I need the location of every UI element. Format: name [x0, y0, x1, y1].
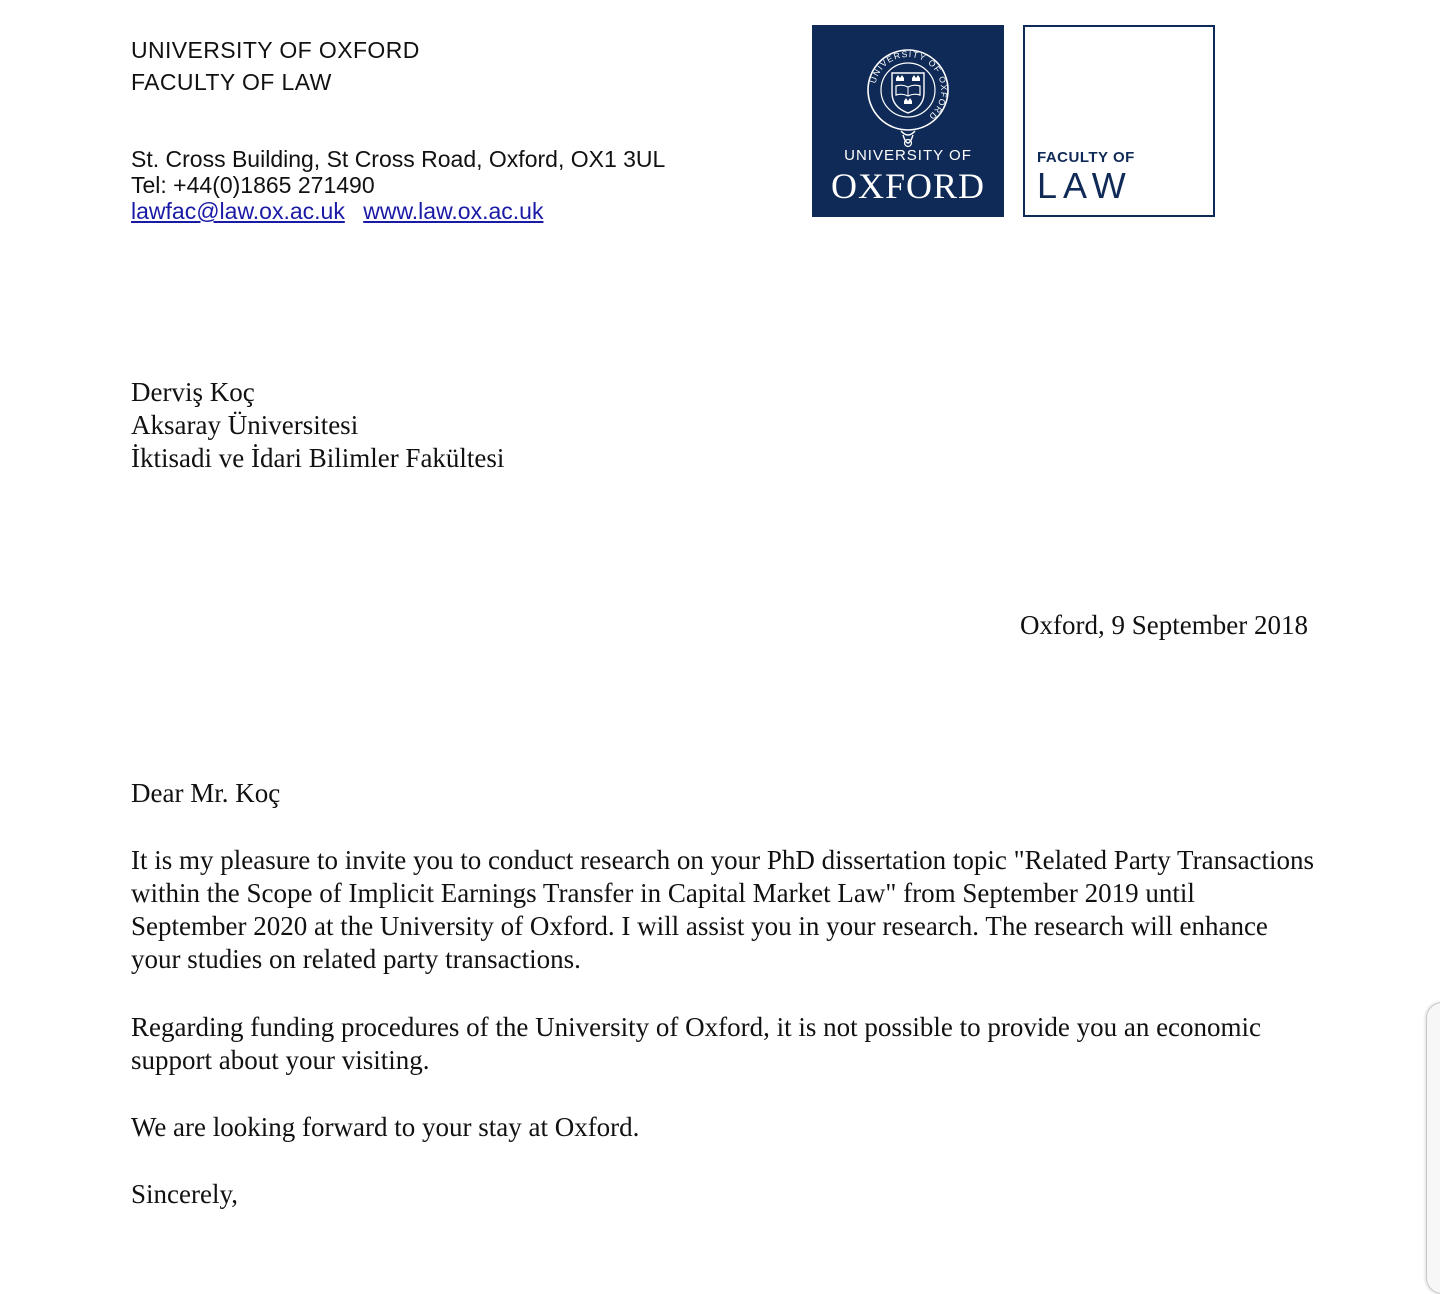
logo-oxford: OXFORD [830, 166, 986, 206]
email-link[interactable]: lawfac@law.ox.ac.uk [131, 198, 345, 224]
scroll-handle[interactable] [1426, 1002, 1440, 1294]
body-paragraph-1: It is my pleasure to invite you to conduct research on your PhD dissertation topic "Related Party Transactions within the Scope of Implicit Earnings Transfer in Capital Market Law" from September 2019 until September 2020 at the University of Oxford. I will assist you in your research. The research will enhance your studies on related party transactions. [131, 845, 1315, 974]
recipient-name: Derviş Koç [131, 377, 255, 407]
letterhead-university: UNIVERSITY OF OXFORD [131, 37, 420, 63]
salutation: Dear Mr. Koç [131, 778, 281, 808]
body-paragraph-3: We are looking forward to your stay at Oxford. [131, 1112, 640, 1142]
letterhead-links [131, 198, 665, 224]
logo-law: LAW [1037, 165, 1132, 206]
recipient-faculty: İktisadi ve İdari Bilimler Fakültesi [131, 443, 505, 473]
letterhead-contact [131, 146, 665, 224]
oxford-university-logo [812, 25, 1004, 217]
letterhead-address: St. Cross Building, St Cross Road, Oxford, OX1 3UL [131, 146, 666, 172]
closing: Sincerely, [131, 1179, 238, 1209]
recipient-block [131, 376, 504, 475]
svg-text:UNIVERSITY OF OXFORD: UNIVERSITY OF OXFORD [867, 48, 950, 123]
logo-faculty-of: FACULTY OF [1037, 149, 1135, 166]
recipient-institution: Aksaray Üniversitesi [131, 410, 359, 440]
body-paragraph-2: Regarding funding procedures of the University of Oxford, it is not possible to provide you an economic support about your visiting. [131, 1012, 1262, 1075]
letterhead-faculty: FACULTY OF LAW [131, 69, 332, 95]
letterhead-name [131, 37, 420, 101]
faculty-of-law-logo [1023, 25, 1215, 217]
letterhead-tel: Tel: +44(0)1865 271490 [131, 172, 375, 198]
letter-date: Oxford, 9 September 2018 [1020, 610, 1308, 640]
logo-university-of: UNIVERSITY OF [844, 147, 972, 164]
recipient-cropped-line [131, 476, 451, 486]
oxford-crest-icon [865, 39, 951, 157]
website-link[interactable]: www.law.ox.ac.uk [363, 198, 544, 224]
